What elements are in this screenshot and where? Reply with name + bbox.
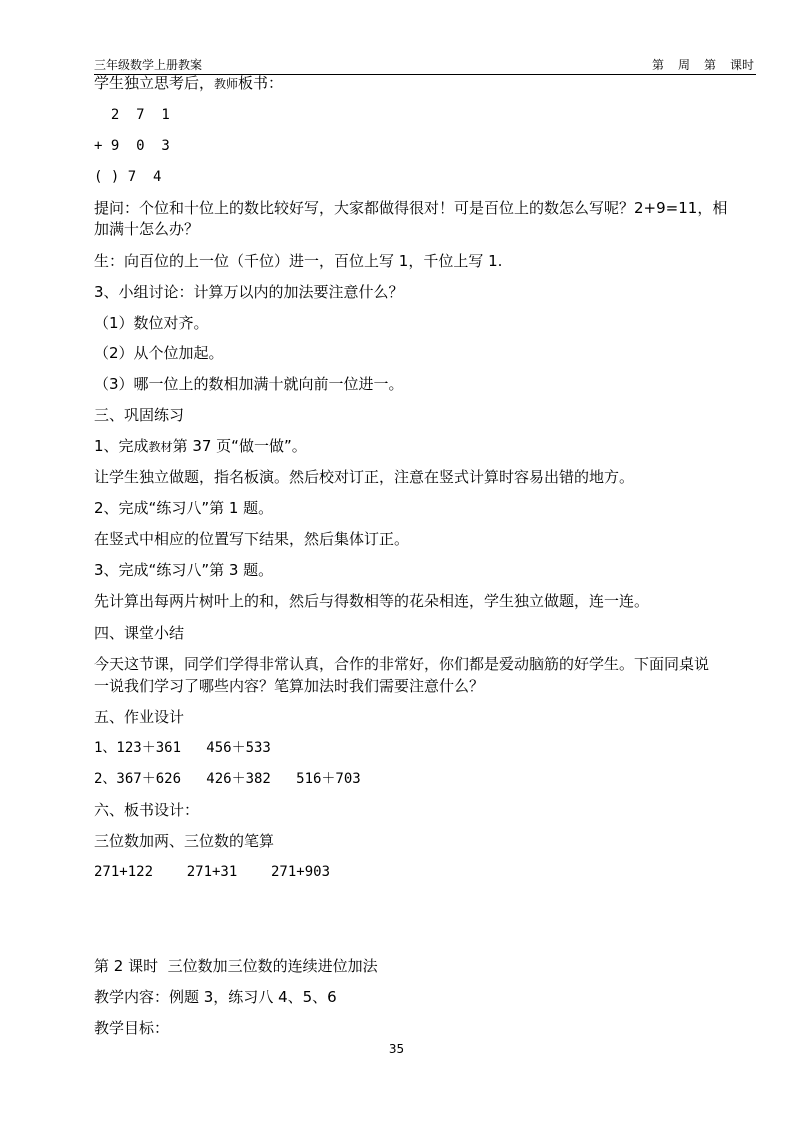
section-3-heading: 三、巩固练习 <box>94 406 185 424</box>
section-4-heading: 四、课堂小结 <box>94 624 185 642</box>
teaching-content: 教学内容：例题 3，练习八 4、5、6 <box>94 988 337 1006</box>
text-e1b: 教材 <box>148 440 173 454</box>
text-l1b: 教师 <box>214 77 239 91</box>
text-l1a: 学生独立思考后， <box>94 74 215 92</box>
calc-row-1: 2 7 1 <box>94 107 170 123</box>
text-l1c: 板书： <box>238 74 284 92</box>
homework-1: 1、123＋361 456＋533 <box>94 740 271 756</box>
question-line-2: 加满十怎么办？ <box>94 220 200 238</box>
group-discussion: 3、小组讨论：计算万以内的加法要注意什么？ <box>94 283 404 301</box>
point-2: （2）从个位加起。 <box>94 344 224 362</box>
exercise-1 <box>94 436 307 457</box>
calc-row-2: + 9 0 3 <box>94 138 170 154</box>
page-number: 35 <box>388 1042 405 1056</box>
point-3: （3）哪一位上的数相加满十就向前一位进一。 <box>94 375 404 393</box>
exercise-1-desc: 让学生独立做题，指名板演。然后校对订正，注意在竖式计算时容易出错的地方。 <box>94 468 635 486</box>
header-week-label-2: 周 <box>678 58 691 72</box>
teaching-goal: 教学目标： <box>94 1019 170 1037</box>
board-title: 三位数加两、三位数的笔算 <box>94 832 275 850</box>
exercise-3: 3、完成“练习八”第 3 题。 <box>94 561 274 579</box>
point-1: （1）数位对齐。 <box>94 314 209 332</box>
exercise-3-desc: 先计算出每两片树叶上的和，然后与得数相等的花朵相连，学生独立做题，连一连。 <box>94 592 650 610</box>
header-week-period <box>652 57 754 73</box>
section-6-heading: 六、板书设计： <box>94 801 200 819</box>
exercise-2-desc: 在竖式中相应的位置写下结果，然后集体订正。 <box>94 530 410 548</box>
board-calculations: 271+122 271+31 271+903 <box>94 864 331 880</box>
header-week-label-1: 第 <box>652 58 665 72</box>
homework-2: 2、367＋626 426＋382 516＋703 <box>94 771 361 787</box>
section-5-heading: 五、作业设计 <box>94 708 185 726</box>
header-title: 三年级数学上册教案 <box>94 58 203 72</box>
lesson-2-title: 第 2 课时 三位数加三位数的连续进位加法 <box>94 957 378 975</box>
header-week-label-3: 第 <box>704 58 717 72</box>
question-line-1: 提问：个位和十位上的数比较好写，大家都做得很对！可是百位上的数怎么写呢？2+9=11，相 <box>94 199 728 217</box>
text-e1c: 第 37 页“做一做”。 <box>172 437 307 455</box>
exercise-2: 2、完成“练习八”第 1 题。 <box>94 499 274 517</box>
student-answer: 生：向百位的上一位（千位）进一，百位上写 1，千位上写 1. <box>94 252 503 270</box>
calc-row-3: ( ) 7 4 <box>94 169 162 185</box>
summary-line-2: 一说我们学习了哪些内容？笔算加法时我们需要注意什么？ <box>94 677 485 695</box>
header-period-label: 课时 <box>730 58 755 72</box>
summary-line-1: 今天这节课，同学们学得非常认真，合作的非常好，你们都是爱动脑筋的好学生。下面同桌说 <box>94 655 710 673</box>
text-e1a: 1、完成 <box>94 437 149 455</box>
teacher-writes-line <box>94 73 283 94</box>
